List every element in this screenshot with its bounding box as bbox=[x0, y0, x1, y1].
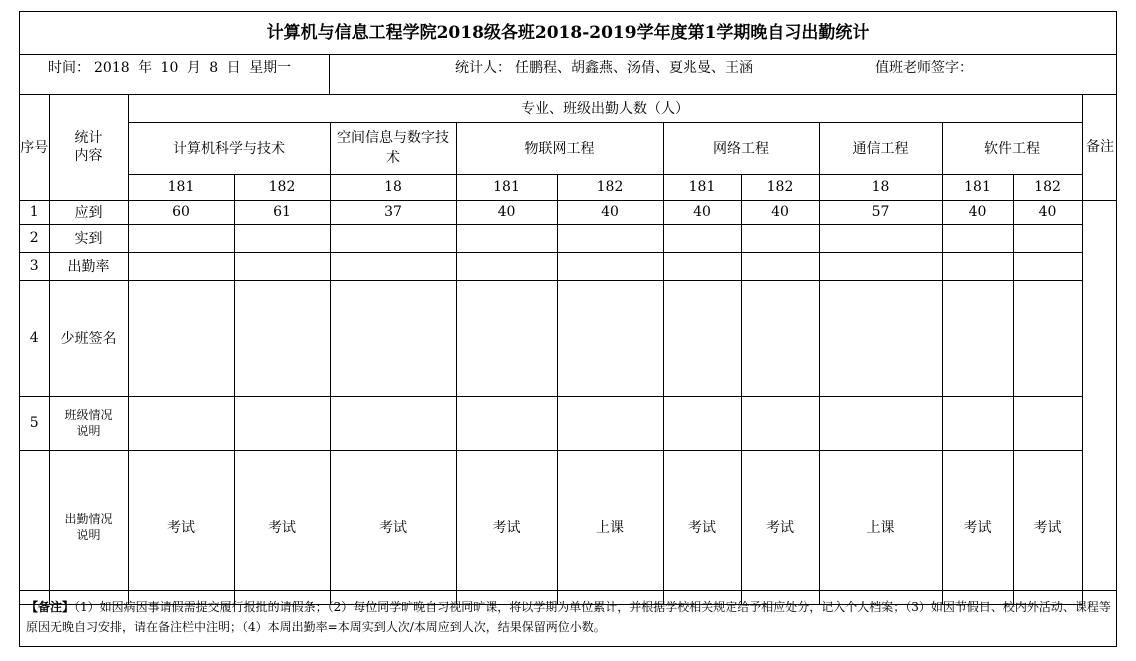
table-cell[interactable] bbox=[557, 252, 663, 280]
year-unit: 年 bbox=[138, 60, 153, 76]
remark-header: 备注 bbox=[1082, 94, 1117, 201]
major-header-text: 空间信息与数字技术 bbox=[337, 130, 449, 166]
row-label: 应到 bbox=[49, 200, 128, 224]
class-header: 181 bbox=[456, 174, 557, 200]
table-cell[interactable] bbox=[819, 224, 942, 252]
table-cell[interactable] bbox=[942, 396, 1013, 450]
class-header: 18 bbox=[330, 174, 456, 200]
stat-label: 统计人： bbox=[455, 60, 511, 76]
table-cell[interactable] bbox=[557, 280, 663, 396]
table-cell[interactable] bbox=[741, 252, 819, 280]
row-label bbox=[49, 396, 128, 450]
table-cell[interactable] bbox=[1013, 396, 1082, 450]
time-label: 时间： bbox=[48, 60, 90, 76]
row-label-text: 出勤情况说明 bbox=[64, 512, 113, 542]
footer-label: 【备注】 bbox=[26, 600, 75, 614]
stat-people bbox=[455, 54, 757, 82]
class-header: 181 bbox=[128, 174, 234, 200]
row-seq bbox=[20, 450, 49, 604]
table-cell[interactable] bbox=[663, 280, 741, 396]
table-cell[interactable] bbox=[1013, 280, 1082, 396]
table-cell: 考试 bbox=[234, 450, 330, 604]
table-cell: 60 bbox=[128, 200, 234, 224]
table-cell[interactable] bbox=[1013, 252, 1082, 280]
class-header: 182 bbox=[741, 174, 819, 200]
date-cell bbox=[20, 54, 330, 94]
row-seq: 5 bbox=[20, 396, 49, 450]
content-header-text: 统计内容 bbox=[74, 129, 103, 164]
row-seq: 4 bbox=[20, 280, 49, 396]
table-cell[interactable] bbox=[128, 280, 234, 396]
table-row bbox=[20, 224, 1082, 252]
class-header: 181 bbox=[942, 174, 1013, 200]
table-cell[interactable] bbox=[234, 280, 330, 396]
table-cell[interactable] bbox=[330, 252, 456, 280]
table-cell: 40 bbox=[557, 200, 663, 224]
table-row bbox=[20, 200, 1082, 224]
table-cell: 40 bbox=[741, 200, 819, 224]
attendance-sheet bbox=[19, 11, 1117, 647]
table-row bbox=[20, 450, 1082, 604]
table-cell[interactable] bbox=[663, 252, 741, 280]
table-cell[interactable] bbox=[819, 252, 942, 280]
table-row bbox=[20, 396, 1082, 450]
table-cell[interactable] bbox=[741, 224, 819, 252]
table-cell[interactable] bbox=[128, 396, 234, 450]
stat-names: 任鹏程、胡鑫燕、汤倩、夏兆曼、王涵 bbox=[515, 60, 753, 76]
table-cell[interactable] bbox=[1013, 224, 1082, 252]
table-cell: 考试 bbox=[128, 450, 234, 604]
table-cell[interactable] bbox=[330, 224, 456, 252]
table-cell[interactable] bbox=[330, 280, 456, 396]
table-cell: 40 bbox=[942, 200, 1013, 224]
table-cell: 考试 bbox=[1013, 450, 1082, 604]
table-cell: 上课 bbox=[819, 450, 942, 604]
table-cell: 40 bbox=[663, 200, 741, 224]
table-cell[interactable] bbox=[128, 252, 234, 280]
row-label: 出勤率 bbox=[49, 252, 128, 280]
table-cell[interactable] bbox=[942, 224, 1013, 252]
table-cell[interactable] bbox=[128, 224, 234, 252]
major-header: 网络工程 bbox=[663, 122, 819, 174]
table-cell: 37 bbox=[330, 200, 456, 224]
table-cell[interactable] bbox=[234, 252, 330, 280]
major-header: 通信工程 bbox=[819, 122, 942, 174]
month-unit: 月 bbox=[186, 60, 201, 76]
row-seq: 2 bbox=[20, 224, 49, 252]
content-header bbox=[49, 94, 128, 200]
major-header bbox=[330, 122, 456, 174]
table-cell[interactable] bbox=[942, 252, 1013, 280]
table-cell[interactable] bbox=[942, 280, 1013, 396]
table-cell[interactable] bbox=[819, 280, 942, 396]
table-cell: 40 bbox=[1013, 200, 1082, 224]
table-cell[interactable] bbox=[663, 396, 741, 450]
page-title: 计算机与信息工程学院2018级各班2018-2019学年度第1学期晚自习出勤统计 bbox=[20, 12, 1116, 55]
day-unit: 日 bbox=[226, 60, 241, 76]
table-cell[interactable] bbox=[456, 224, 557, 252]
table-cell: 61 bbox=[234, 200, 330, 224]
class-header: 182 bbox=[557, 174, 663, 200]
row-seq: 3 bbox=[20, 252, 49, 280]
weekday-value: 星期一 bbox=[249, 60, 292, 76]
footer-note bbox=[20, 590, 1116, 646]
table-cell[interactable] bbox=[456, 280, 557, 396]
major-header: 物联网工程 bbox=[456, 122, 663, 174]
seq-header: 序号 bbox=[20, 94, 49, 200]
table-cell[interactable] bbox=[330, 396, 456, 450]
class-header: 182 bbox=[1013, 174, 1082, 200]
table-cell[interactable] bbox=[741, 396, 819, 450]
stat-cell bbox=[330, 54, 1117, 94]
footer-text: （1）如因病因事请假需提交履行报批的请假条；（2）每位同学旷晚自习视同旷课，将以学期为单位累计，并根据学校相关规定给予相应处分，记入个人档案；（3）如因节假日、校内外活动、课程等原因无晚自习安排，请在备注栏中注明；（4）本周出勤率=本周实到人次/本周应到人次，结果保留两位小数。 bbox=[26, 600, 1111, 634]
table-cell[interactable] bbox=[456, 252, 557, 280]
class-header: 181 bbox=[663, 174, 741, 200]
row-label bbox=[49, 450, 128, 604]
table-cell: 考试 bbox=[330, 450, 456, 604]
attendance-table bbox=[20, 94, 1083, 605]
table-cell: 考试 bbox=[942, 450, 1013, 604]
row-label: 少班签名 bbox=[49, 280, 128, 396]
class-header: 182 bbox=[234, 174, 330, 200]
table-cell: 考试 bbox=[741, 450, 819, 604]
table-cell: 40 bbox=[456, 200, 557, 224]
table-cell[interactable] bbox=[819, 396, 942, 450]
group-header: 专业、班级出勤人数（人） bbox=[128, 94, 1082, 122]
info-row bbox=[20, 54, 1116, 95]
year-value: 2018 bbox=[94, 60, 130, 76]
table-cell[interactable] bbox=[557, 396, 663, 450]
table-cell[interactable] bbox=[663, 224, 741, 252]
table-row bbox=[20, 280, 1082, 396]
row-seq: 1 bbox=[20, 200, 49, 224]
table-row bbox=[20, 252, 1082, 280]
table-cell[interactable] bbox=[456, 396, 557, 450]
class-header: 18 bbox=[819, 174, 942, 200]
table-cell[interactable] bbox=[741, 280, 819, 396]
table-cell[interactable] bbox=[234, 396, 330, 450]
table-cell[interactable] bbox=[234, 224, 330, 252]
major-header: 计算机科学与技术 bbox=[128, 122, 330, 174]
day-value: 8 bbox=[209, 60, 219, 76]
table-cell: 考试 bbox=[663, 450, 741, 604]
table-cell: 57 bbox=[819, 200, 942, 224]
row-label-text: 班级情况说明 bbox=[64, 408, 113, 438]
major-header: 软件工程 bbox=[942, 122, 1082, 174]
table-cell[interactable] bbox=[557, 224, 663, 252]
row-label: 实到 bbox=[49, 224, 128, 252]
teacher-sign[interactable]: 值班老师签字： bbox=[875, 60, 973, 76]
month-value: 10 bbox=[160, 60, 179, 76]
table-cell: 考试 bbox=[456, 450, 557, 604]
table-cell: 上课 bbox=[557, 450, 663, 604]
